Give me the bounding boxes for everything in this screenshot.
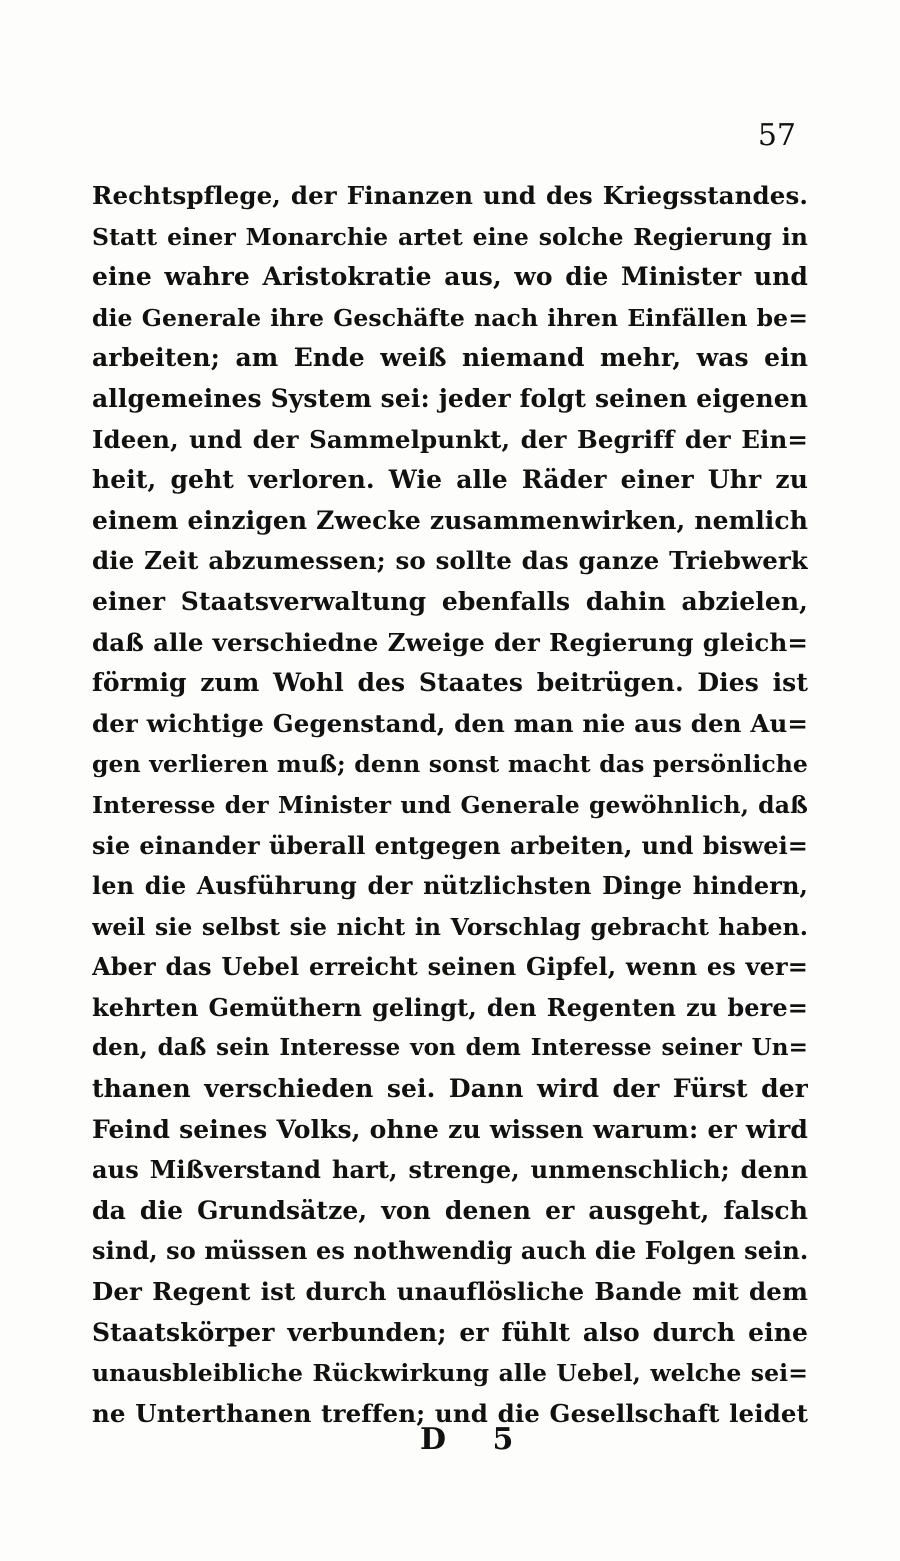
text-line: eine wahre Aristokratie aus, wo die Minister und: [92, 262, 808, 292]
text-line: sind, so müssen es nothwendig auch die Folgen sein.: [92, 1236, 808, 1266]
text-line: Feind seines Volks, ohne zu wissen warum: er wird: [92, 1114, 808, 1144]
text-line: förmig zum Wohl des Staates beitrügen. Dies ist: [92, 668, 808, 698]
body-text: [92, 176, 808, 1434]
page-number: 57: [757, 118, 796, 153]
text-line: weil sie selbst sie nicht in Vorschlag gebracht haben.: [92, 912, 808, 941]
text-line: Interesse der Minister und Generale gewöhnlich, daß: [92, 790, 808, 819]
text-line: allgemeines System sei: jeder folgt seinen eigenen: [92, 383, 808, 413]
text-line: Staatskörper verbunden; er fühlt also durch eine: [92, 1317, 808, 1347]
text-line: thanen verschieden sei. Dann wird der Fürst der: [92, 1074, 808, 1104]
text-line: Rechtspflege, der Finanzen und des Kriegsstandes.: [92, 181, 808, 210]
text-line: Aber das Uebel erreicht seinen Gipfel, wenn es ver=: [92, 952, 808, 982]
text-line: gen verlieren muß; denn sonst macht das persönliche: [92, 750, 808, 779]
text-line: der wichtige Gegenstand, den man nie aus den Au=: [92, 708, 808, 738]
text-line: den, daß sein Interesse von dem Interesse seiner Un=: [92, 1034, 808, 1062]
text-line: unausbleibliche Rückwirkung alle Uebel, welche sei=: [92, 1359, 808, 1388]
text-line: ne Unterthanen treffen; und die Gesellschaft leidet: [92, 1398, 808, 1428]
text-line: heit, geht verloren. Wie alle Räder einer Uhr zu: [92, 465, 808, 495]
text-line: da die Grundsätze, von denen er ausgeht, falsch: [92, 1195, 808, 1225]
text-line: einer Staatsverwaltung ebenfalls dahin abzielen,: [92, 586, 808, 616]
text-line: sie einander überall entgegen arbeiten, und biswei=: [92, 830, 808, 860]
signature-mark: D 5: [420, 1422, 532, 1457]
text-line: die Zeit abzumessen; so sollte das ganze Triebwerk: [92, 546, 808, 576]
text-line: Ideen, und der Sammelpunkt, der Begriff der Ein=: [92, 424, 808, 454]
text-line: arbeiten; am Ende weiß niemand mehr, was ein: [92, 343, 808, 373]
text-line: kehrten Gemüthern gelingt, den Regenten zu bere=: [92, 992, 808, 1022]
text-line: daß alle verschiedne Zweige der Regierung gleich=: [92, 627, 808, 657]
text-line: aus Mißverstand hart, strenge, unmenschlich; denn: [92, 1155, 808, 1185]
text-line: die Generale ihre Geschäfte nach ihren Einfällen be=: [92, 303, 808, 332]
text-line: len die Ausführung der nützlichsten Dinge hindern,: [92, 871, 808, 901]
text-line: Statt einer Monarchie artet eine solche Regierung in: [92, 222, 808, 251]
text-line: Der Regent ist durch unauflösliche Bande mit dem: [92, 1277, 808, 1307]
text-line: einem einzigen Zwecke zusammenwirken, nemlich: [92, 505, 808, 535]
